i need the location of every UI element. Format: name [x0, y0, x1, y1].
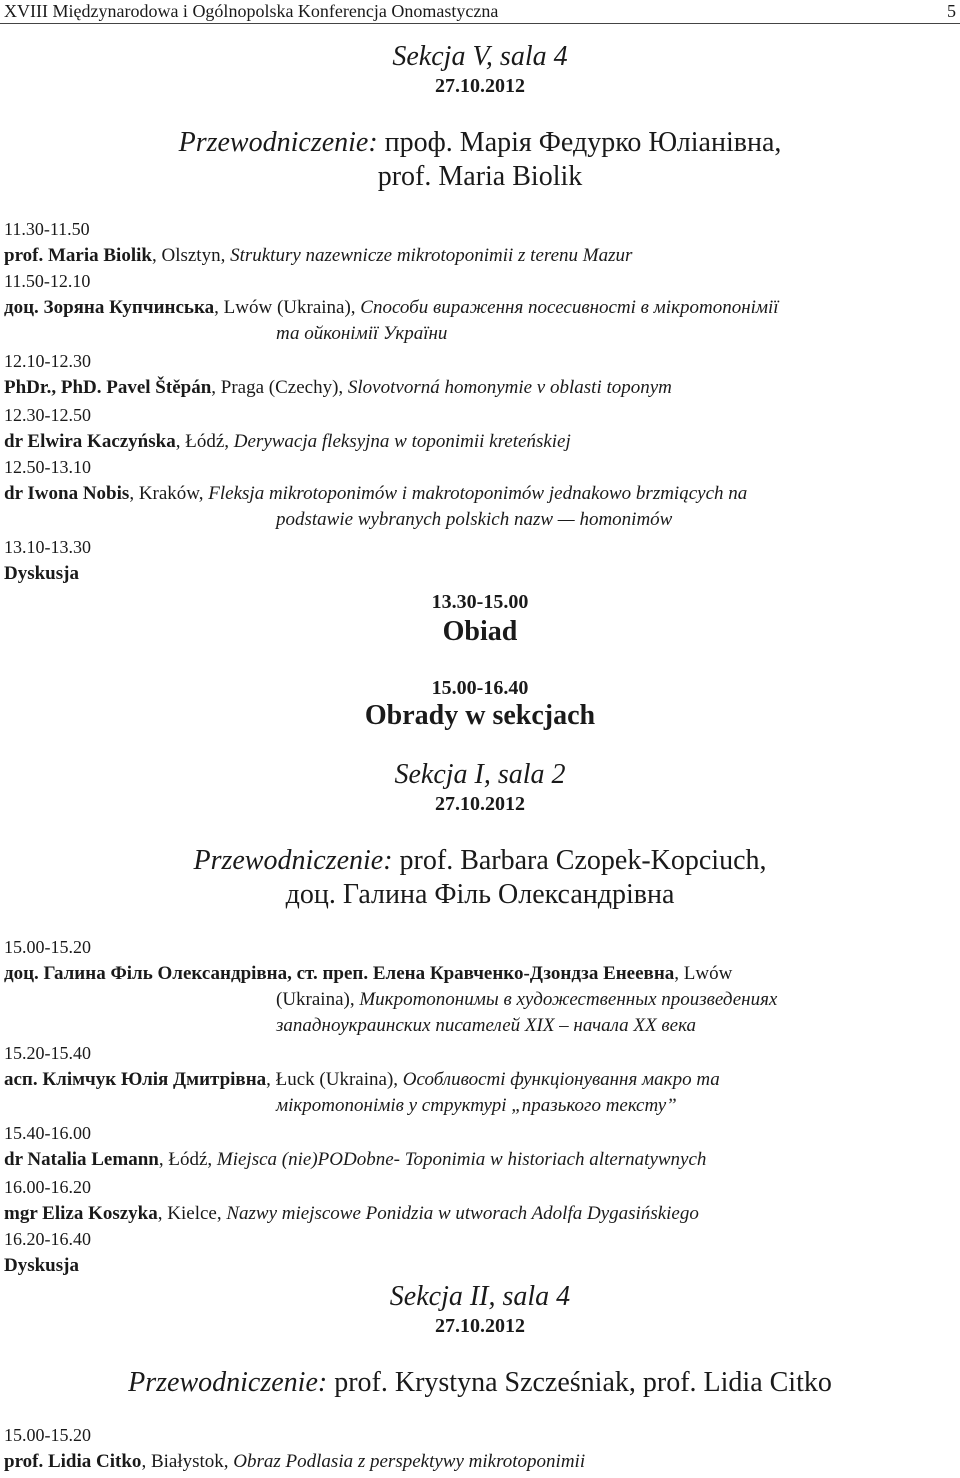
talk-row [4, 1450, 585, 1474]
chair-label: Przewodniczenie: [178, 127, 378, 158]
chair-names: prof. Krystyna Szcześniak, prof. Lidia Citko [327, 1367, 832, 1398]
section-date: 27.10.2012 [435, 793, 525, 815]
talk-title: Struktury nazewnicze mikrotoponimii z terenu Mazur [230, 245, 633, 266]
talk-title: Fleksja mikrotoponimów i makrotoponimów jednakowo brzmiących na [208, 483, 748, 504]
talk-title: Особливості функціонування макро та [402, 1069, 720, 1090]
place: (Ukraina), [276, 989, 360, 1010]
talk-title: Obraz Podlasia z perspektywy mikrotoponimii [233, 1451, 586, 1472]
header-rule [0, 23, 960, 24]
time-slot: 13.10-13.30 [4, 537, 91, 557]
speaker: dr Elwira Kaczyńska [4, 431, 176, 452]
talk-title-cont: мікротопонімів у структурі „празького тексту” [276, 1095, 677, 1116]
discussion-label: Dyskusja [4, 563, 79, 584]
place: , Kraków, [129, 483, 209, 504]
talk-row [4, 376, 672, 400]
speaker: prof. Maria Biolik [4, 245, 152, 266]
chair-label: Przewodniczenie: [128, 1367, 328, 1398]
talk-row [4, 430, 571, 454]
section-title: Sekcja V, sala 4 [392, 41, 568, 72]
talk-title: Slovotvorná homonymie v oblasti toponym [347, 377, 672, 398]
chair-line [0, 844, 960, 878]
page-number: 5 [947, 1, 956, 21]
talk-row [4, 296, 779, 320]
chair-line-2: prof. Maria Biolik [377, 161, 583, 192]
speaker: доц. Галина Філь Олександрівна, ст. преп. Елена Кравченко-Дзондза Енеевна [4, 963, 675, 984]
talk-row-cont [276, 988, 777, 1012]
talk-title-cont: западноукраинских писателей XIX – начала XX века [276, 1015, 696, 1036]
place: , Lwów (Ukraina), [214, 297, 361, 318]
speaker: dr Iwona Nobis [4, 483, 130, 504]
speaker: prof. Lidia Citko [4, 1451, 142, 1472]
lunch-time: 13.30-15.00 [431, 591, 529, 613]
time-slot: 12.10-12.30 [4, 351, 91, 371]
discussion-label: Dyskusja [4, 1255, 79, 1276]
talk-row [4, 1202, 699, 1226]
sessions-time: 15.00-16.40 [431, 677, 529, 699]
chair-names: prof. Barbara Czopek-Kopciuch, [392, 845, 767, 876]
place: , Łódź, [158, 1149, 217, 1170]
chair-line [0, 1366, 960, 1400]
time-slot: 11.50-12.10 [4, 271, 91, 291]
time-slot: 16.00-16.20 [4, 1177, 91, 1197]
speaker: mgr Eliza Koszyka [4, 1203, 158, 1224]
talk-title: Miejsca (nie)PODobne- Toponimia w historiach alternatywnych [216, 1149, 707, 1170]
talk-title: Микротопонимы в художественных произведениях [359, 989, 778, 1010]
running-title: XVIII Międzynarodowa i Ogólnopolska Konferencja Onomastyczna [4, 1, 499, 21]
place: , Łuck (Ukraina), [266, 1069, 403, 1090]
chair-names: проф. Марія Федурко Юліанівна, [377, 127, 782, 158]
section-title: Sekcja II, sala 4 [389, 1281, 571, 1312]
time-slot: 15.20-15.40 [4, 1043, 91, 1063]
talk-title-cont: та ойконімії України [276, 323, 448, 344]
time-slot: 15.00-15.20 [4, 937, 91, 957]
lunch-label: Obiad [442, 616, 518, 647]
place: , Białystok, [141, 1451, 234, 1472]
talk-title-cont: podstawie wybranych polskich nazw — homonimów [276, 509, 673, 530]
place: , Lwów [674, 963, 733, 984]
talk-title: Derywacja fleksyjna w toponimii kreteńskiej [233, 431, 571, 452]
talk-row [4, 482, 747, 506]
talk-title: Способи вираження посесивності в мікротопонімії [360, 297, 779, 318]
section-date: 27.10.2012 [435, 75, 525, 97]
talk-title: Nazwy miejscowe Ponidzia w utworach Adolfa Dygasińskiego [226, 1203, 699, 1224]
time-slot: 11.30-11.50 [4, 219, 90, 239]
chair-label: Przewodniczenie: [193, 845, 393, 876]
talk-row [4, 1148, 706, 1172]
place: , Łódź, [175, 431, 234, 452]
talk-row [4, 244, 632, 268]
speaker: dr Natalia Lemann [4, 1149, 159, 1170]
time-slot: 16.20-16.40 [4, 1229, 91, 1249]
place: , Praga (Czechy), [211, 377, 348, 398]
section-date: 27.10.2012 [435, 1315, 525, 1337]
chair-line [0, 126, 960, 160]
talk-row [4, 1068, 720, 1092]
time-slot: 15.00-15.20 [4, 1425, 91, 1445]
speaker: PhDr., PhD. Pavel Štěpán [4, 377, 212, 398]
speaker: доц. Зоряна Купчинська [4, 297, 215, 318]
time-slot: 12.50-13.10 [4, 457, 91, 477]
place: , Olsztyn, [151, 245, 231, 266]
page-header [0, 0, 960, 24]
time-slot: 15.40-16.00 [4, 1123, 91, 1143]
speaker: асп. Клімчук Юлія Дмитрівна [4, 1069, 267, 1090]
time-slot: 12.30-12.50 [4, 405, 91, 425]
sessions-label: Obrady w sekcjach [364, 700, 596, 731]
section-title: Sekcja I, sala 2 [394, 759, 566, 790]
place: , Kielce, [157, 1203, 227, 1224]
chair-line-2: доц. Галина Філь Олександрівна [285, 879, 675, 910]
talk-row [4, 962, 732, 986]
